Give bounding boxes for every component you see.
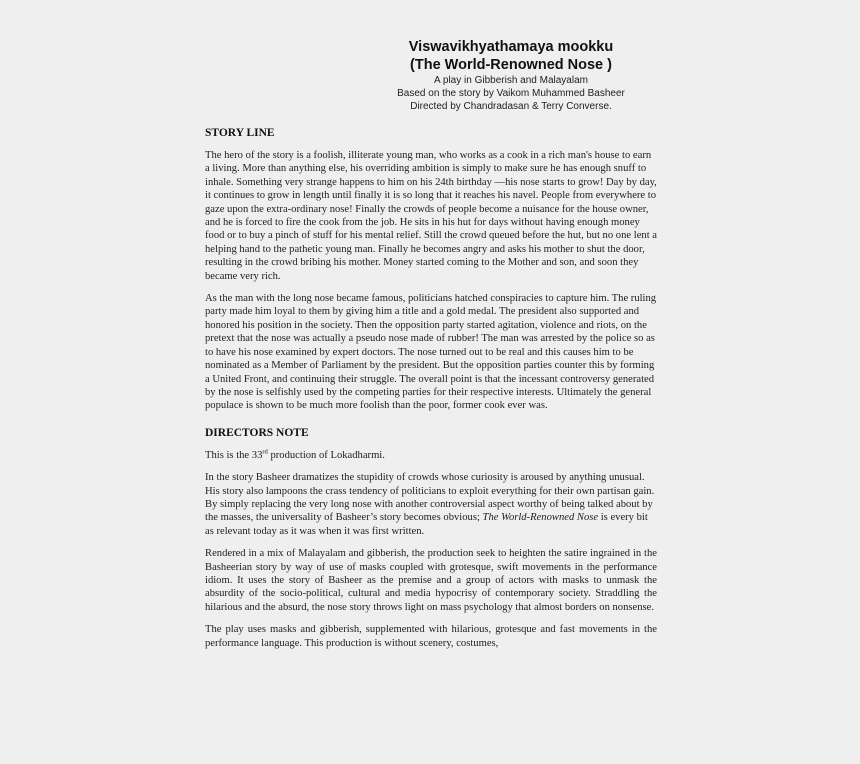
paragraph-1-end: is every bit as relevant today as it was when it was first written.: [205, 512, 648, 537]
play-subtitle: A play in Gibberish and Malayalam: [434, 75, 588, 86]
story-line-heading: STORY LINE: [205, 127, 275, 139]
play-title-italic: The World-Renowned Nose: [482, 512, 599, 524]
production-text-end: production of Lokadharmi.: [267, 449, 385, 461]
document-content: [205, 38, 657, 659]
directors-note-heading: DIRECTORS NOTE: [205, 426, 309, 439]
production-text-start: This is the 33: [205, 449, 263, 461]
play-source: Based on the story by Vaikom Muhammed Basheer: [397, 88, 625, 99]
play-title-english: (The World-Renowned Nose ): [410, 57, 612, 73]
paragraph-1-start: In the story Basheer dramatizes the stupidity of crowds whose curiosity is aroused by anything unusual. His story also lampoons the crass tendency of politicians to exploit everything for their own partisan gain. By simply replacing the very long nose with another controversial aspect worthy of being talked about by the masses, the universality of Basheer’s story becomes obvious;: [205, 472, 655, 524]
production-ordinal-suffix: rd: [262, 448, 268, 456]
play-directors: Directed by Chandradasan & Terry Converse.: [410, 101, 612, 112]
story-line-paragraph-1: The hero of the story is a foolish, illiterate young man, who works as a cook in a rich man's house to earn a living. More than anything else, his overriding ambition is simply to make sure he has enough snuff to inhale. Something very strange happens to him on his 24th birthday —his nose starts to grow! Day by day, it continues to grow in length until finally it is so long that it reaches his navel. People from everywhere to gaze upon the extra-ordinary nose! Finally the crowds of people become a nuisance for the house owner, and he is forced to fire the cook from the job. He sits in his hut for days without having enough money food or to buy a pinch of stuff for his mental relief. Still the crowd queued before the hut, but no one lent a helping hand to the pathetic young man. Finally he becomes angry and asks his mother to shut the door, resulting in the crowd bribing his mother. Money started coming to the Mother and son, and soon they became very rich.: [205, 150, 657, 282]
play-title: Viswavikhyathamaya mookku: [408, 39, 614, 55]
story-line-paragraph-2: As the man with the long nose became famous, politicians hatched conspiracies to capture him. The ruling party made him loyal to them by giving him a title and a gold medal. The president also supported and honored his position in the society. Then the opposition party started agitation, violence and riots, on the pretext that the nose was actually a pseudo nose made of rubber! The man was arrested by the police so as to have his nose examined by expert doctors. The nose turned out to be real and this causes him to be nominated as a Member of Parliament by the president. But the opposition parties counter this by forming a United Front, and continuing their struggle. The overall point is that the incessant controversy generated by the nose is selfishly used by the competing parties for their respective interests. Ultimately the general populace is shown to be much more foolish than the poor, former cook ever was.: [205, 293, 657, 412]
directors-note-paragraph-3: The play uses masks and gibberish, supplemented with hilarious, grotesque and fast movements in the performance language. This production is without scenery, costumes,: [205, 624, 657, 649]
document-header: [255, 38, 767, 113]
directors-note-paragraph-2: Rendered in a mix of Malayalam and gibberish, the production seek to heighten the satire ingrained in the Basheerian story by way of use of masks coupled with grotesque, swift movements in the performance idiom. It uses the story of Basheer as the premise and a group of actors with masks to unmask the absurdity of the socio-political, cultural and media hypocrisy of contemporary society. Straddling the hilarious and the absurd, the nose story throws light on mass psychology that almost borders on nonsense.: [205, 548, 657, 613]
directors-note-paragraph-1: [205, 471, 657, 538]
production-number-line: [205, 449, 657, 462]
